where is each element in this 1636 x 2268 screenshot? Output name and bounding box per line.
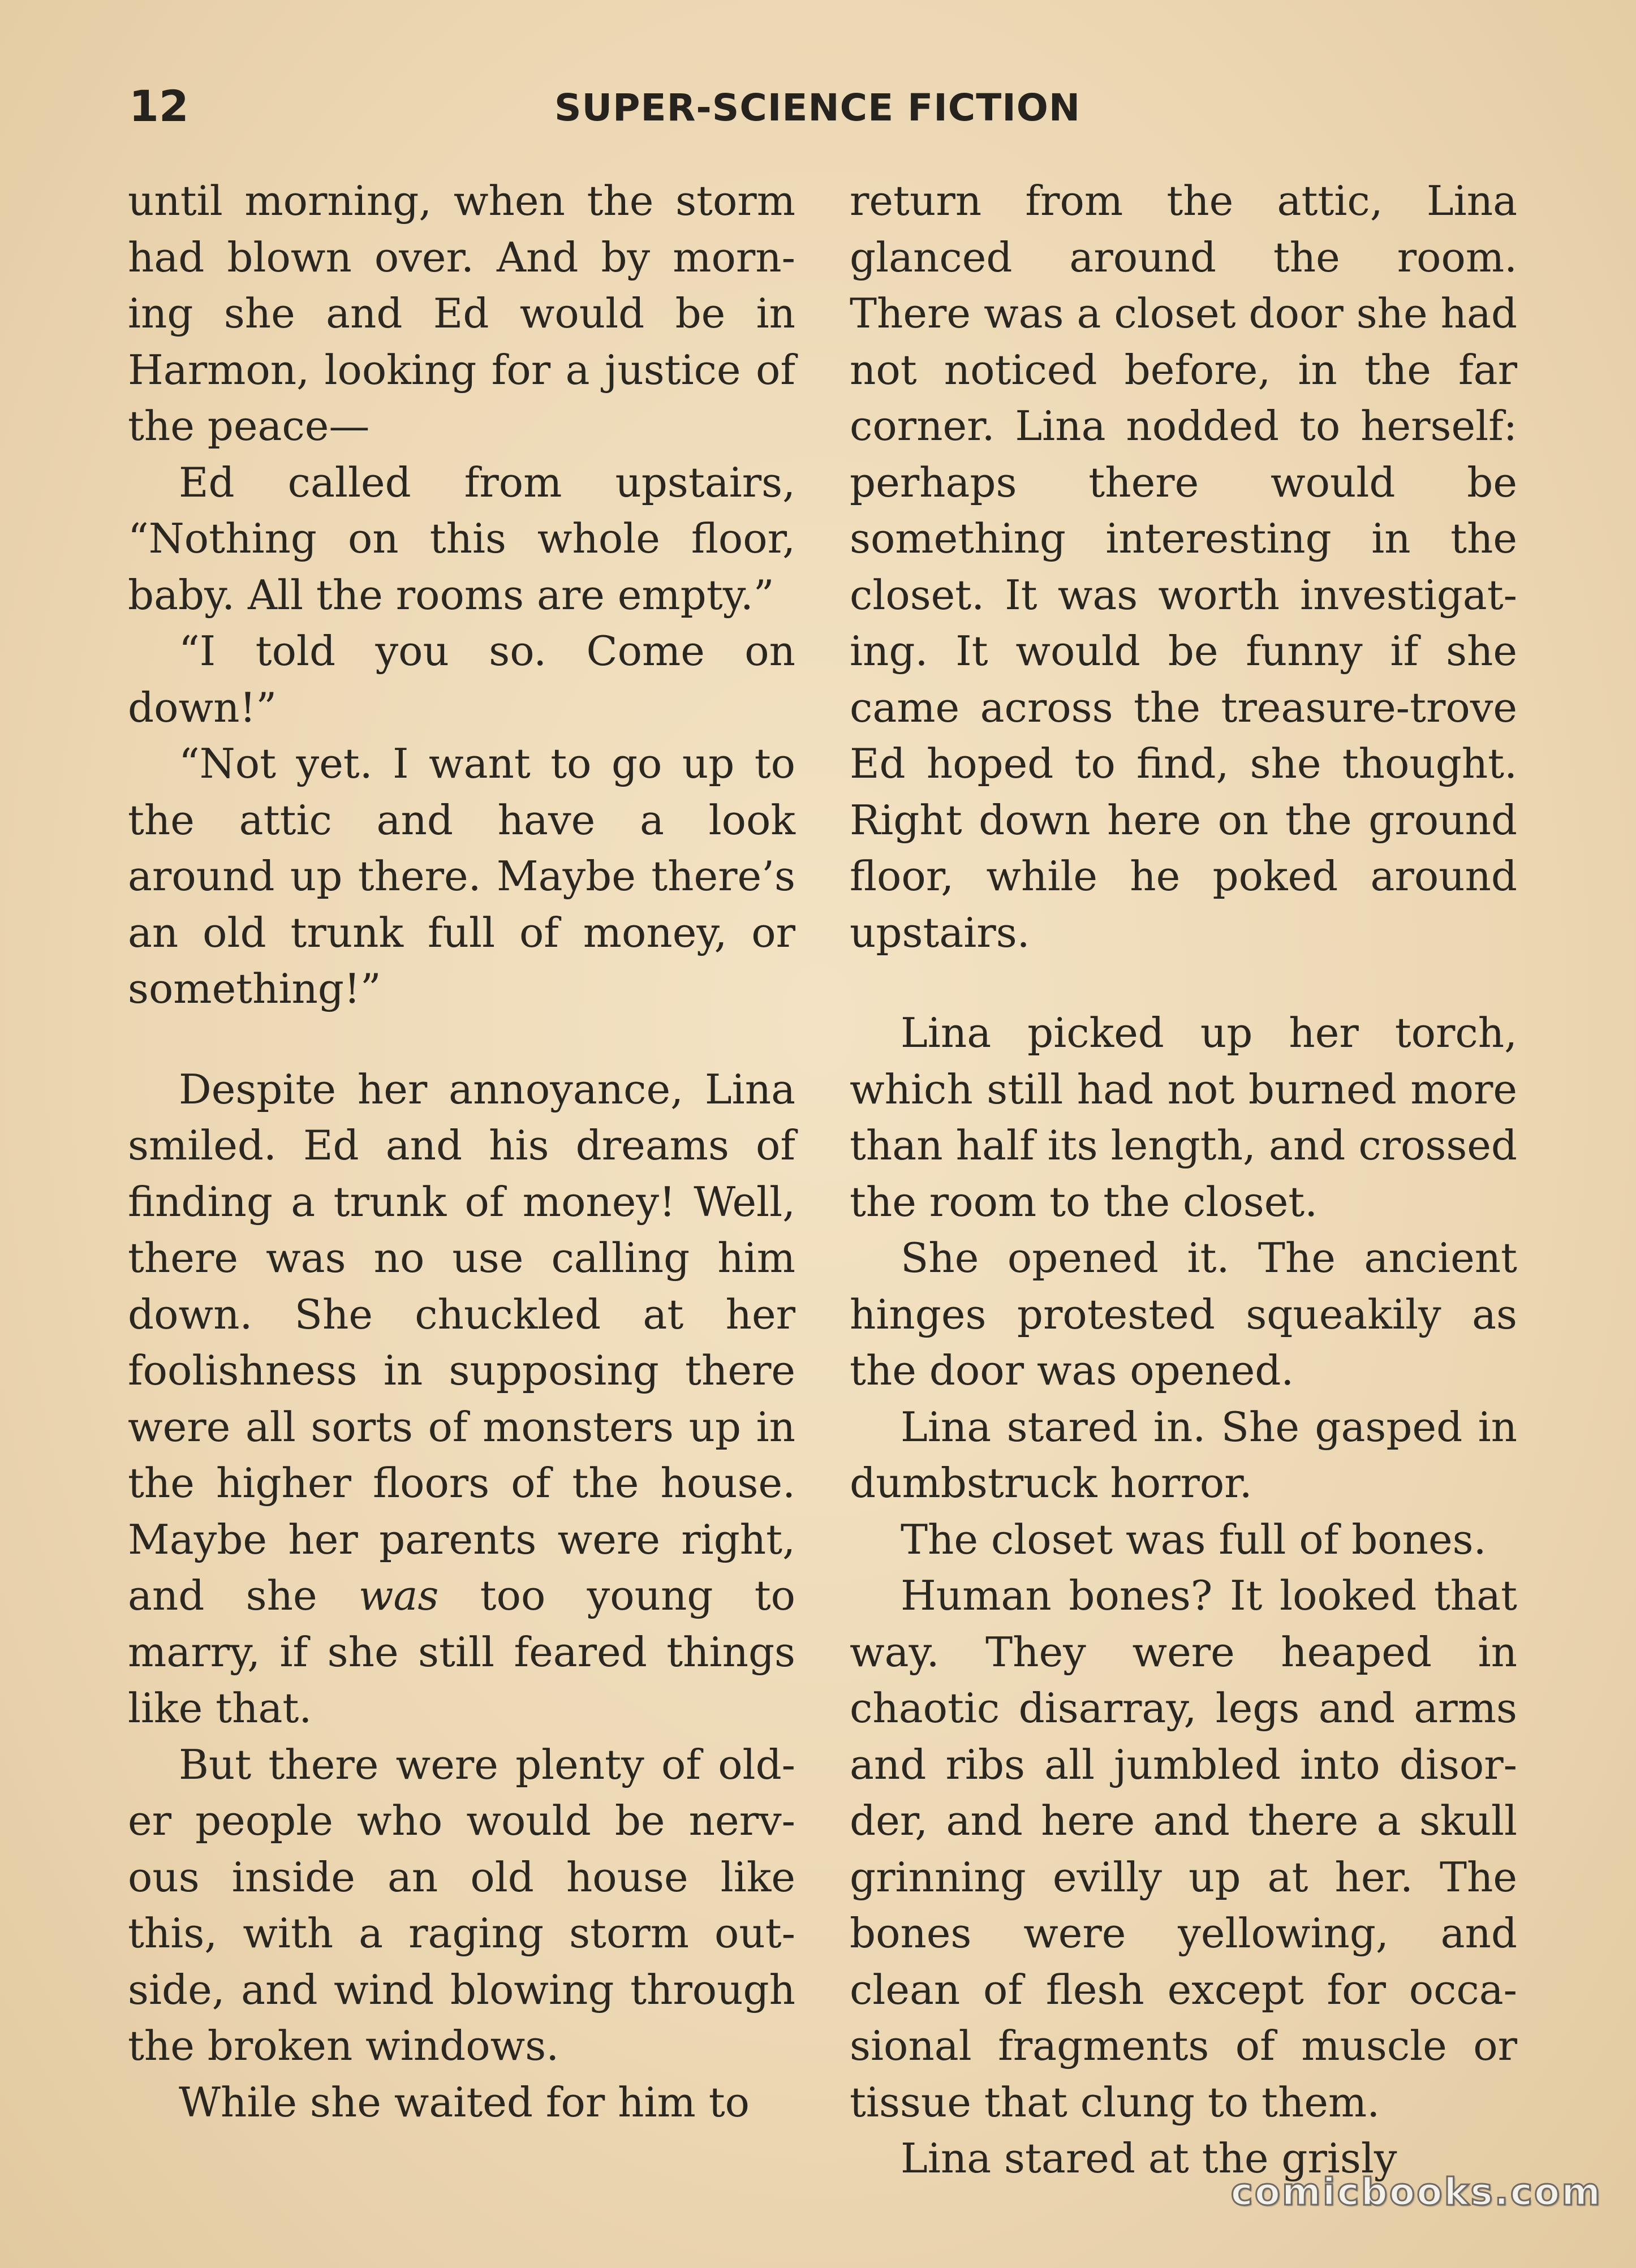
paragraph: But there were plenty of older people who would be nervous inside an old house like this, with a raging storm outside, and wind blowing through the broken windows. [128,1740,795,2069]
paragraph: “Not yet. I want to go up to the attic and have a look around up there. Maybe there’s an old trunk full of money, or something!” [128,740,795,1012]
left-column [128,173,795,2131]
paragraph: While she waited for him to [179,2078,750,2126]
paragraph: She opened it. The ancient hinges protested squeakily as the door was opened. [850,1234,1517,1394]
paragraph: Lina picked up her torch, which still had not burned more than half its length, and crossed the room to the closet. [850,1009,1517,1226]
running-title: SUPER-SCIENCE FICTION [554,86,1081,130]
paragraph [128,1062,795,1737]
paragraph: Lina stared in. She gasped in dumbstruck horror. [850,1403,1517,1507]
page-number: 12 [129,81,189,131]
paragraph: Lina stared at the grisly [901,2135,1397,2182]
paragraph: until morning, when the storm had blown over. And by morning she and Ed would be in Harmon, looking for a justice of the peace— [128,177,795,450]
watermark: comicbooks.com [1230,2170,1602,2214]
paragraph: Ed called from upstairs, “Nothing on this whole floor, baby. All the rooms are empty.” [128,458,795,619]
paragraph: “I told you so. Come on down!” [128,627,795,731]
paragraph: Human bones? It looked that way. They were heaped in chaotic disarray, legs and arms and ribs all jumbled into disorder, and here and there a skull grinning evilly up at her. The bones were yellowing, and clean of flesh except for occasional fragments of muscle or tissue that clung to them. [850,1572,1517,2126]
emphasis-text: was [358,1572,439,1619]
right-column [850,173,1517,2187]
paragraph: return from the attic, Lina glanced around the room. There was a closet door she had not noticed before, in the far corner. Lina nodded to herself: perhaps there would be something interesting in the closet. It was worth investigating. It would be funny if she came across the treasure-trove Ed hoped to find, she thought. Right down here on the ground floor, while he poked around upstairs. [850,177,1517,956]
paragraph: The closet was full of bones. [901,1515,1487,1563]
paragraph-text: too young to marry, if she still feared things like that. [128,1572,795,1732]
paragraph-text: Despite her annoyance, Lina smiled. Ed and his dreams of finding a trunk of money! Well, there was no use calling him down. She chuckled at her foolishness in supposing there were all sorts of monsters up in the higher floors of the house. Maybe her parents were right, and she [128,1065,795,1619]
